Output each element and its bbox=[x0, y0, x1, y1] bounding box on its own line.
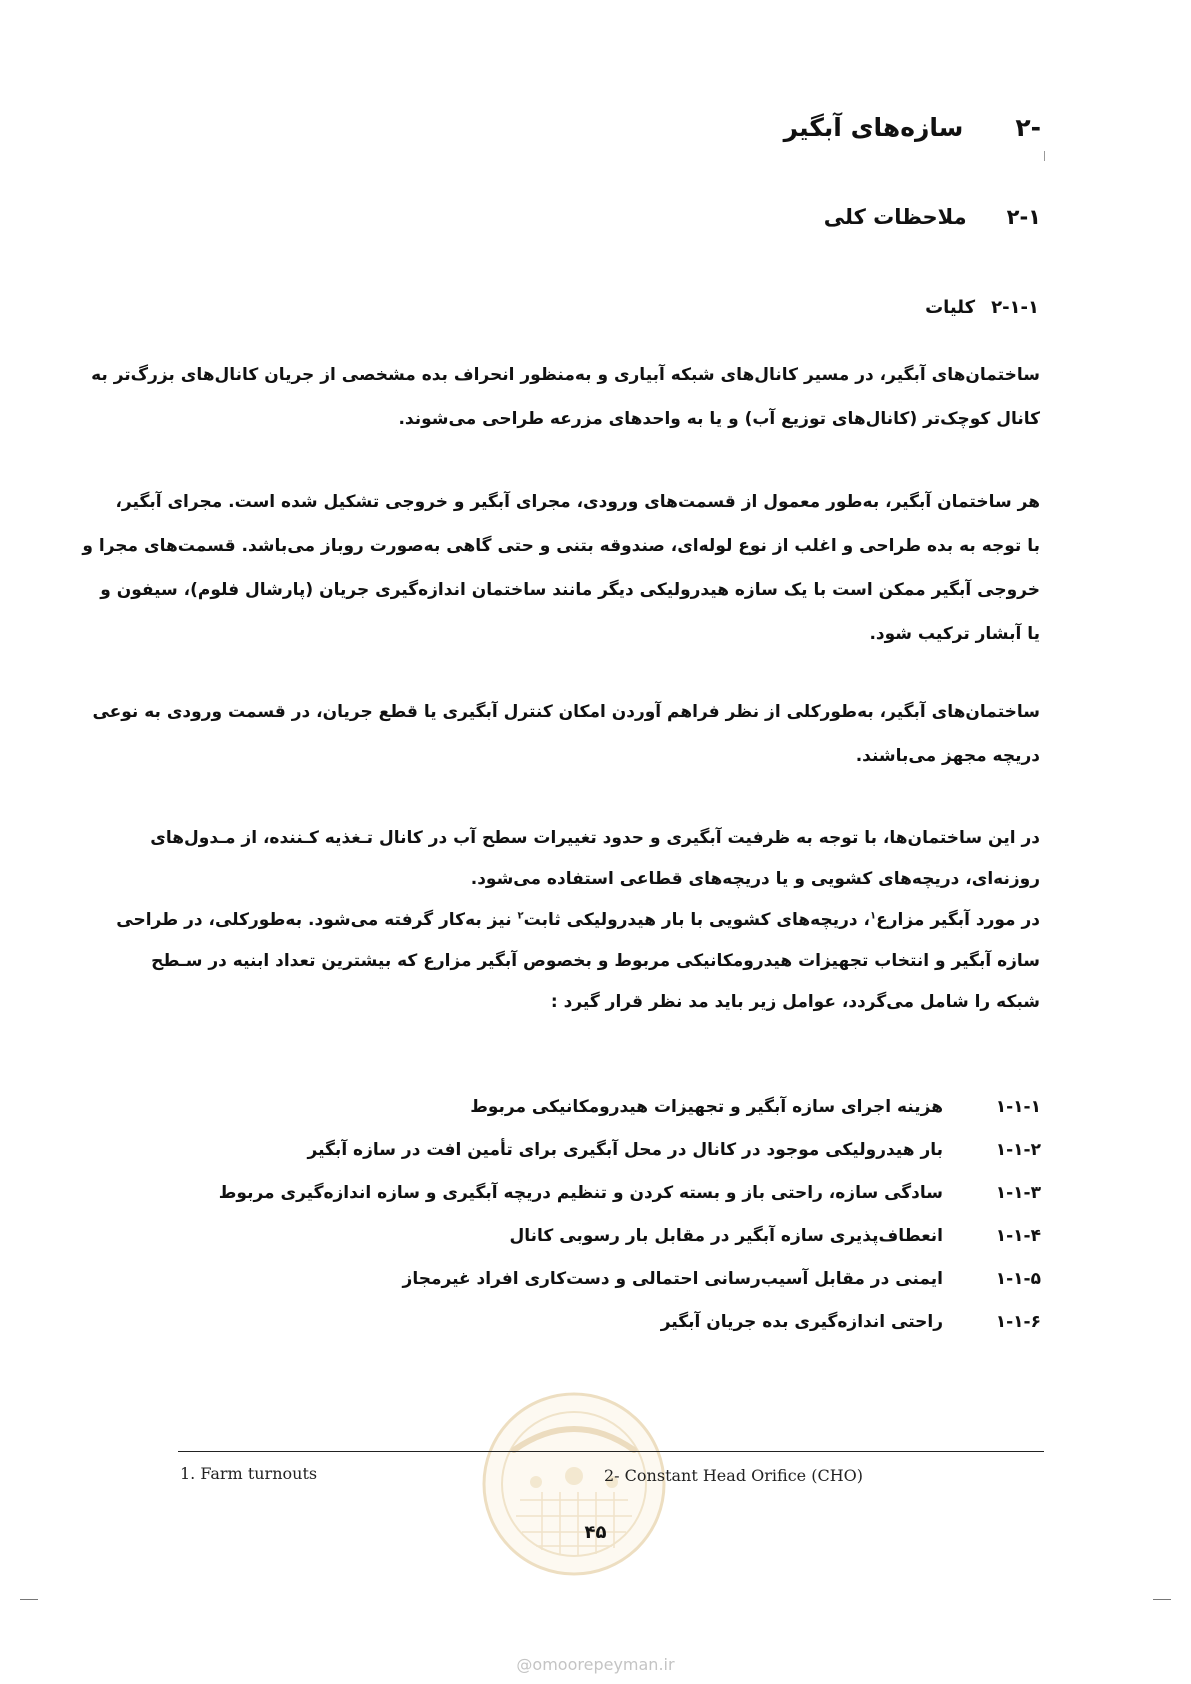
footnote-2: 2- Constant Head Orifice (CHO) bbox=[604, 1466, 864, 1485]
text-run: ، دریچه‌های کشویی با بار هیدرولیکی ثابت bbox=[523, 910, 870, 930]
list-item-text: هزینه اجرای سازه آبگیر و تجهیزات هیدرومکانیکی مربوط bbox=[470, 1097, 943, 1117]
paragraph-line: دریچه مجهز می‌باشند. bbox=[855, 746, 1040, 766]
subsubsection-heading bbox=[925, 297, 1039, 318]
paragraph-intro bbox=[91, 353, 1040, 441]
paragraph-line: شبکه را شامل می‌گردد، عوامل زیر باید مد نظر قرار گیرد : bbox=[550, 992, 1040, 1012]
list-item-text: سادگی سازه، راحتی باز و بسته کردن و تنظیم دریچه آبگیری و سازه اندازه‌گیری مربوط bbox=[218, 1183, 943, 1203]
list-item bbox=[219, 1258, 1041, 1301]
list-item-number: ۱-۱-۶ bbox=[995, 1312, 1041, 1332]
footnote-divider bbox=[178, 1451, 1044, 1452]
list-item-text: ایمنی در مقابل آسیب‌رسانی احتمالی و دست‌کاری افراد غیرمجاز bbox=[402, 1269, 943, 1289]
margin-tick bbox=[1044, 151, 1045, 161]
list-item-text: بار هیدرولیکی موجود در کانال در محل آبگیری برای تأمین افت در سازه آبگیر bbox=[307, 1140, 943, 1160]
paragraph-line: کانال کوچک‌تر (کانال‌های توزیع آب) و یا به واحدهای مزرعه طراحی می‌شوند. bbox=[398, 409, 1040, 429]
section-title: سازه‌های آبگیر bbox=[783, 113, 964, 142]
page-number: ۴۵ bbox=[584, 1522, 607, 1543]
footnote-ref: ۲ bbox=[517, 910, 524, 922]
subsection-number: ۲-۱ bbox=[1006, 205, 1041, 229]
scan-edge-mark bbox=[20, 1599, 38, 1600]
paragraph-structure bbox=[82, 480, 1040, 656]
paragraph-line: هر ساختمان آبگیر، به‌طور معمول از قسمت‌های ورودی، مجرای آبگیر و خروجی تشکیل شده است. مجرای آبگیر، bbox=[115, 492, 1040, 512]
text-run: در مورد آبگیر مزارع bbox=[876, 910, 1040, 930]
factors-list bbox=[219, 1086, 1041, 1344]
list-item bbox=[219, 1172, 1041, 1215]
text-run: نیز به‌کار گرفته می‌شود. به‌طورکلی، در طراحی bbox=[116, 910, 518, 930]
paragraph-line: در این ساختمان‌ها، با توجه به ظرفیت آبگیری و حدود تغییرات سطح آب در کانال تـغذیه کـننده، از مـدول‌های bbox=[150, 828, 1040, 848]
subsubsection-number: ۲-۱-۱ bbox=[991, 297, 1039, 318]
list-item-text: انعطاف‌پذیری سازه آبگیر در مقابل بار رسوبی کانال bbox=[509, 1226, 943, 1246]
paragraph-line: با توجه به بده طراحی و اغلب از نوع لوله‌ای، صندوقه بتنی و حتی گاهی به‌صورت روباز می‌باشد. قسمت‌های مجرا و bbox=[82, 536, 1040, 556]
paragraph-line: ساختمان‌های آبگیر، در مسیر کانال‌های شبکه آبیاری و به‌منظور انحراف بده مشخصی از جریان کانال‌های بزرگ‌تر به bbox=[91, 365, 1040, 385]
list-item bbox=[219, 1086, 1041, 1129]
list-item-number: ۱-۱-۳ bbox=[995, 1183, 1041, 1203]
subsection-title: ملاحظات کلی bbox=[823, 205, 967, 229]
paragraph-line bbox=[116, 900, 1040, 941]
watermark-site-text: @omoorepeyman.ir bbox=[516, 1655, 675, 1674]
footnote-ref: ۱ bbox=[869, 910, 877, 922]
subsubsection-title: کلیات bbox=[925, 297, 976, 318]
paragraph-line: ساختمان‌های آبگیر، به‌طورکلی از نظر فراهم آوردن امکان کنترل آبگیری یا قطع جریان، در قسمت ورودی به نوعی bbox=[92, 702, 1040, 722]
paragraph-line: خروجی آبگیر ممکن است با یک سازه هیدرولیکی دیگر مانند ساختمان اندازه‌گیری جریان (پارشال فلوم)، سیفون و bbox=[100, 580, 1040, 600]
list-item bbox=[219, 1215, 1041, 1258]
subsection-heading bbox=[824, 205, 1041, 229]
paragraph-line: روزنه‌ای، دریچه‌های کشویی و یا دریچه‌های قطاعی استفاده می‌شود. bbox=[470, 869, 1040, 889]
paragraph-line: سازه آبگیر و انتخاب تجهیزات هیدرومکانیکی مربوط و بخصوص آبگیر مزارع که بیشترین تعداد ابنیه در سـطح bbox=[151, 951, 1040, 971]
list-item bbox=[219, 1129, 1041, 1172]
list-item-text: راحتی اندازه‌گیری بده جریان آبگیر bbox=[660, 1312, 943, 1332]
list-item-number: ۱-۱-۴ bbox=[995, 1226, 1041, 1246]
list-item bbox=[219, 1301, 1041, 1344]
section-number: -۲ bbox=[1015, 113, 1041, 142]
section-heading bbox=[784, 113, 1041, 142]
list-item-number: ۱-۱-۱ bbox=[995, 1097, 1041, 1117]
list-item-number: ۱-۱-۲ bbox=[995, 1140, 1041, 1160]
footnote-1: 1. Farm turnouts bbox=[180, 1464, 318, 1483]
paragraph-farm-turnouts bbox=[116, 900, 1040, 1023]
paragraph-line: یا آبشار ترکیب شود. bbox=[869, 624, 1040, 644]
scan-edge-mark bbox=[1153, 1599, 1171, 1600]
paragraph-gates bbox=[92, 690, 1040, 778]
list-item-number: ۱-۱-۵ bbox=[995, 1269, 1041, 1289]
paragraph-modules bbox=[150, 818, 1040, 900]
